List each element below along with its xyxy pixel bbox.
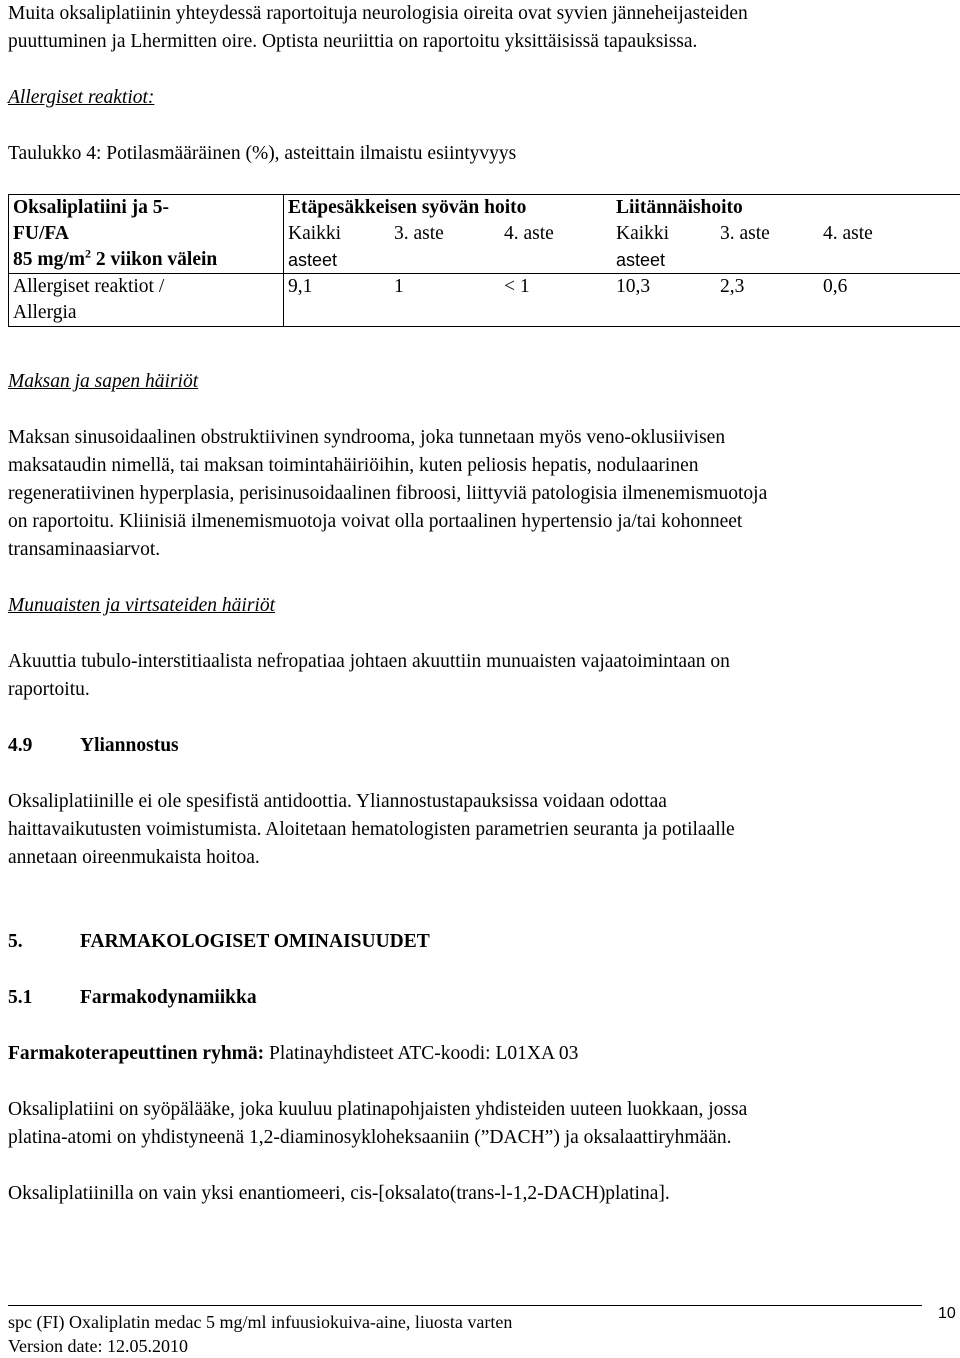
text-line: annetaan oireenmukaista hoitoa.	[8, 844, 952, 872]
value-grade3: 1	[394, 274, 504, 300]
section-5-heading	[8, 928, 952, 956]
text-line: platina-atomi on yhdistyneenä 1,2-diaminosykloheksaaniin (”DACH”) ja oksalaattiryhmään.	[8, 1124, 952, 1152]
footer-version: Version date: 12.05.2010	[8, 1334, 952, 1358]
col-label: asteet	[288, 247, 394, 273]
col-label: asteet	[616, 247, 720, 273]
intro-paragraph	[8, 0, 952, 56]
pharmacodynamics-paragraph	[8, 1096, 952, 1152]
section-number: 5.	[8, 928, 80, 956]
column-header-cell	[284, 195, 960, 274]
text-line: Maksan sinusoidaalinen obstruktiivinen syndrooma, joka tunnetaan myös veno-oklusiivisen	[8, 424, 952, 452]
group-header-row	[288, 195, 960, 221]
liver-heading: Maksan ja sapen häiriöt	[8, 368, 952, 396]
group-header-adjuvant: Liitännäishoito	[616, 195, 903, 221]
row-header-line: Oksaliplatiini ja 5-	[13, 195, 279, 221]
section-number: 5.1	[8, 984, 80, 1012]
group-header-metastatic: Etäpesäkkeisen syövän hoito	[288, 195, 616, 221]
value2-grade4: 0,6	[823, 274, 903, 300]
text-line: Akuuttia tubulo-interstitiaalista nefropatiaa johtaen akuuttiin munuaisten vajaatoimintaan on	[8, 648, 952, 676]
section-4-9-heading	[8, 732, 952, 760]
value2-grade3: 2,3	[720, 274, 823, 300]
row-header-cell	[9, 195, 284, 274]
group-value: Platinayhdisteet ATC-koodi: L01XA 03	[264, 1043, 578, 1064]
text-line: regeneratiivinen hyperplasia, perisinusoidaalinen fibroosi, liittyviä patologisia ilmenemismuotoja	[8, 480, 952, 508]
col-all-grades	[288, 221, 394, 273]
text-line: haittavaikutusten voimistumista. Aloitetaan hematologisten parametrien seuranta ja potilaalle	[8, 816, 952, 844]
page-number: 10	[938, 1300, 956, 1328]
footer	[8, 1310, 952, 1358]
text-line: on raportoitu. Kliinisiä ilmenemismuotoja voivat olla portaalinen hypertensio ja/tai kohonneet	[8, 508, 952, 536]
dose-text: 85 mg/m	[13, 249, 85, 270]
section-title: FARMAKOLOGISET OMINAISUUDET	[80, 931, 430, 952]
row-label-line: Allergia	[13, 300, 279, 326]
section-title: Farmakodynamiikka	[80, 987, 257, 1008]
col2-grade4: 4. aste	[823, 221, 903, 273]
text-line: raportoitu.	[8, 676, 952, 704]
row-header-line	[13, 247, 279, 273]
text-line: maksataudin nimellä, tai maksan toimintahäiriöihin, kuten peliosis hepatis, nodulaarinen	[8, 452, 952, 480]
value-all-grades: 9,1	[288, 274, 394, 300]
table-caption: Taulukko 4: Potilasmääräinen (%), asteittain ilmaistu esiintyvyys	[8, 140, 952, 168]
col-label: Kaikki	[616, 221, 720, 247]
footer-title: spc (FI) Oxaliplatin medac 5 mg/ml infuusiokuiva-aine, liuosta varten	[8, 1310, 952, 1334]
text-line: puuttuminen ja Lhermitten oire. Optista neuriittia on raportoitu yksittäisissä tapauksissa.	[8, 28, 952, 56]
footer-divider	[8, 1305, 922, 1306]
section-number: 4.9	[8, 732, 80, 760]
allergy-heading: Allergiset reaktiot:	[8, 84, 952, 112]
pharmacotherapeutic-group	[8, 1040, 952, 1068]
adverse-reaction-table	[8, 194, 960, 327]
text-line: Oksaliplatiini on syöpälääke, joka kuuluu platinapohjaisten yhdisteiden uuteen luokkaan, jossa	[8, 1096, 952, 1124]
overdose-paragraph	[8, 788, 952, 872]
row-header-line: FU/FA	[13, 221, 279, 247]
col-grade3: 3. aste	[394, 221, 504, 273]
row-label-line: Allergiset reaktiot /	[13, 274, 279, 300]
text-line: Muita oksaliplatiinin yhteydessä raportoituja neurologisia oireita ovat syvien jänneheijasteiden	[8, 0, 952, 28]
value2-all-grades: 10,3	[616, 274, 720, 300]
grade-header-row	[288, 221, 960, 273]
dose-superscript: 2	[85, 247, 91, 261]
col-grade4: 4. aste	[504, 221, 616, 273]
schedule-text: 2 viikon välein	[91, 249, 217, 270]
table-header-row	[9, 195, 960, 274]
col2-all-grades	[616, 221, 720, 273]
row-label-cell	[9, 274, 284, 327]
liver-paragraph	[8, 424, 952, 564]
table-row	[9, 274, 960, 327]
col-label: Kaikki	[288, 221, 394, 247]
text-line: transaminaasiarvot.	[8, 536, 952, 564]
kidney-paragraph	[8, 648, 952, 704]
value-row	[288, 274, 960, 300]
kidney-heading: Munuaisten ja virtsateiden häiriöt	[8, 592, 952, 620]
col2-grade3: 3. aste	[720, 221, 823, 273]
enantiomer-paragraph: Oksaliplatiinilla on vain yksi enantiomeeri, cis-[oksalato(trans-l-1,2-DACH)platina].	[8, 1180, 952, 1208]
value-grade4: < 1	[504, 274, 616, 300]
group-label: Farmakoterapeuttinen ryhmä:	[8, 1043, 264, 1064]
section-5-1-heading	[8, 984, 952, 1012]
value-cell	[284, 274, 960, 327]
text-line: Oksaliplatiinille ei ole spesifistä antidoottia. Yliannostustapauksissa voidaan odottaa	[8, 788, 952, 816]
section-title: Yliannostus	[80, 735, 179, 756]
